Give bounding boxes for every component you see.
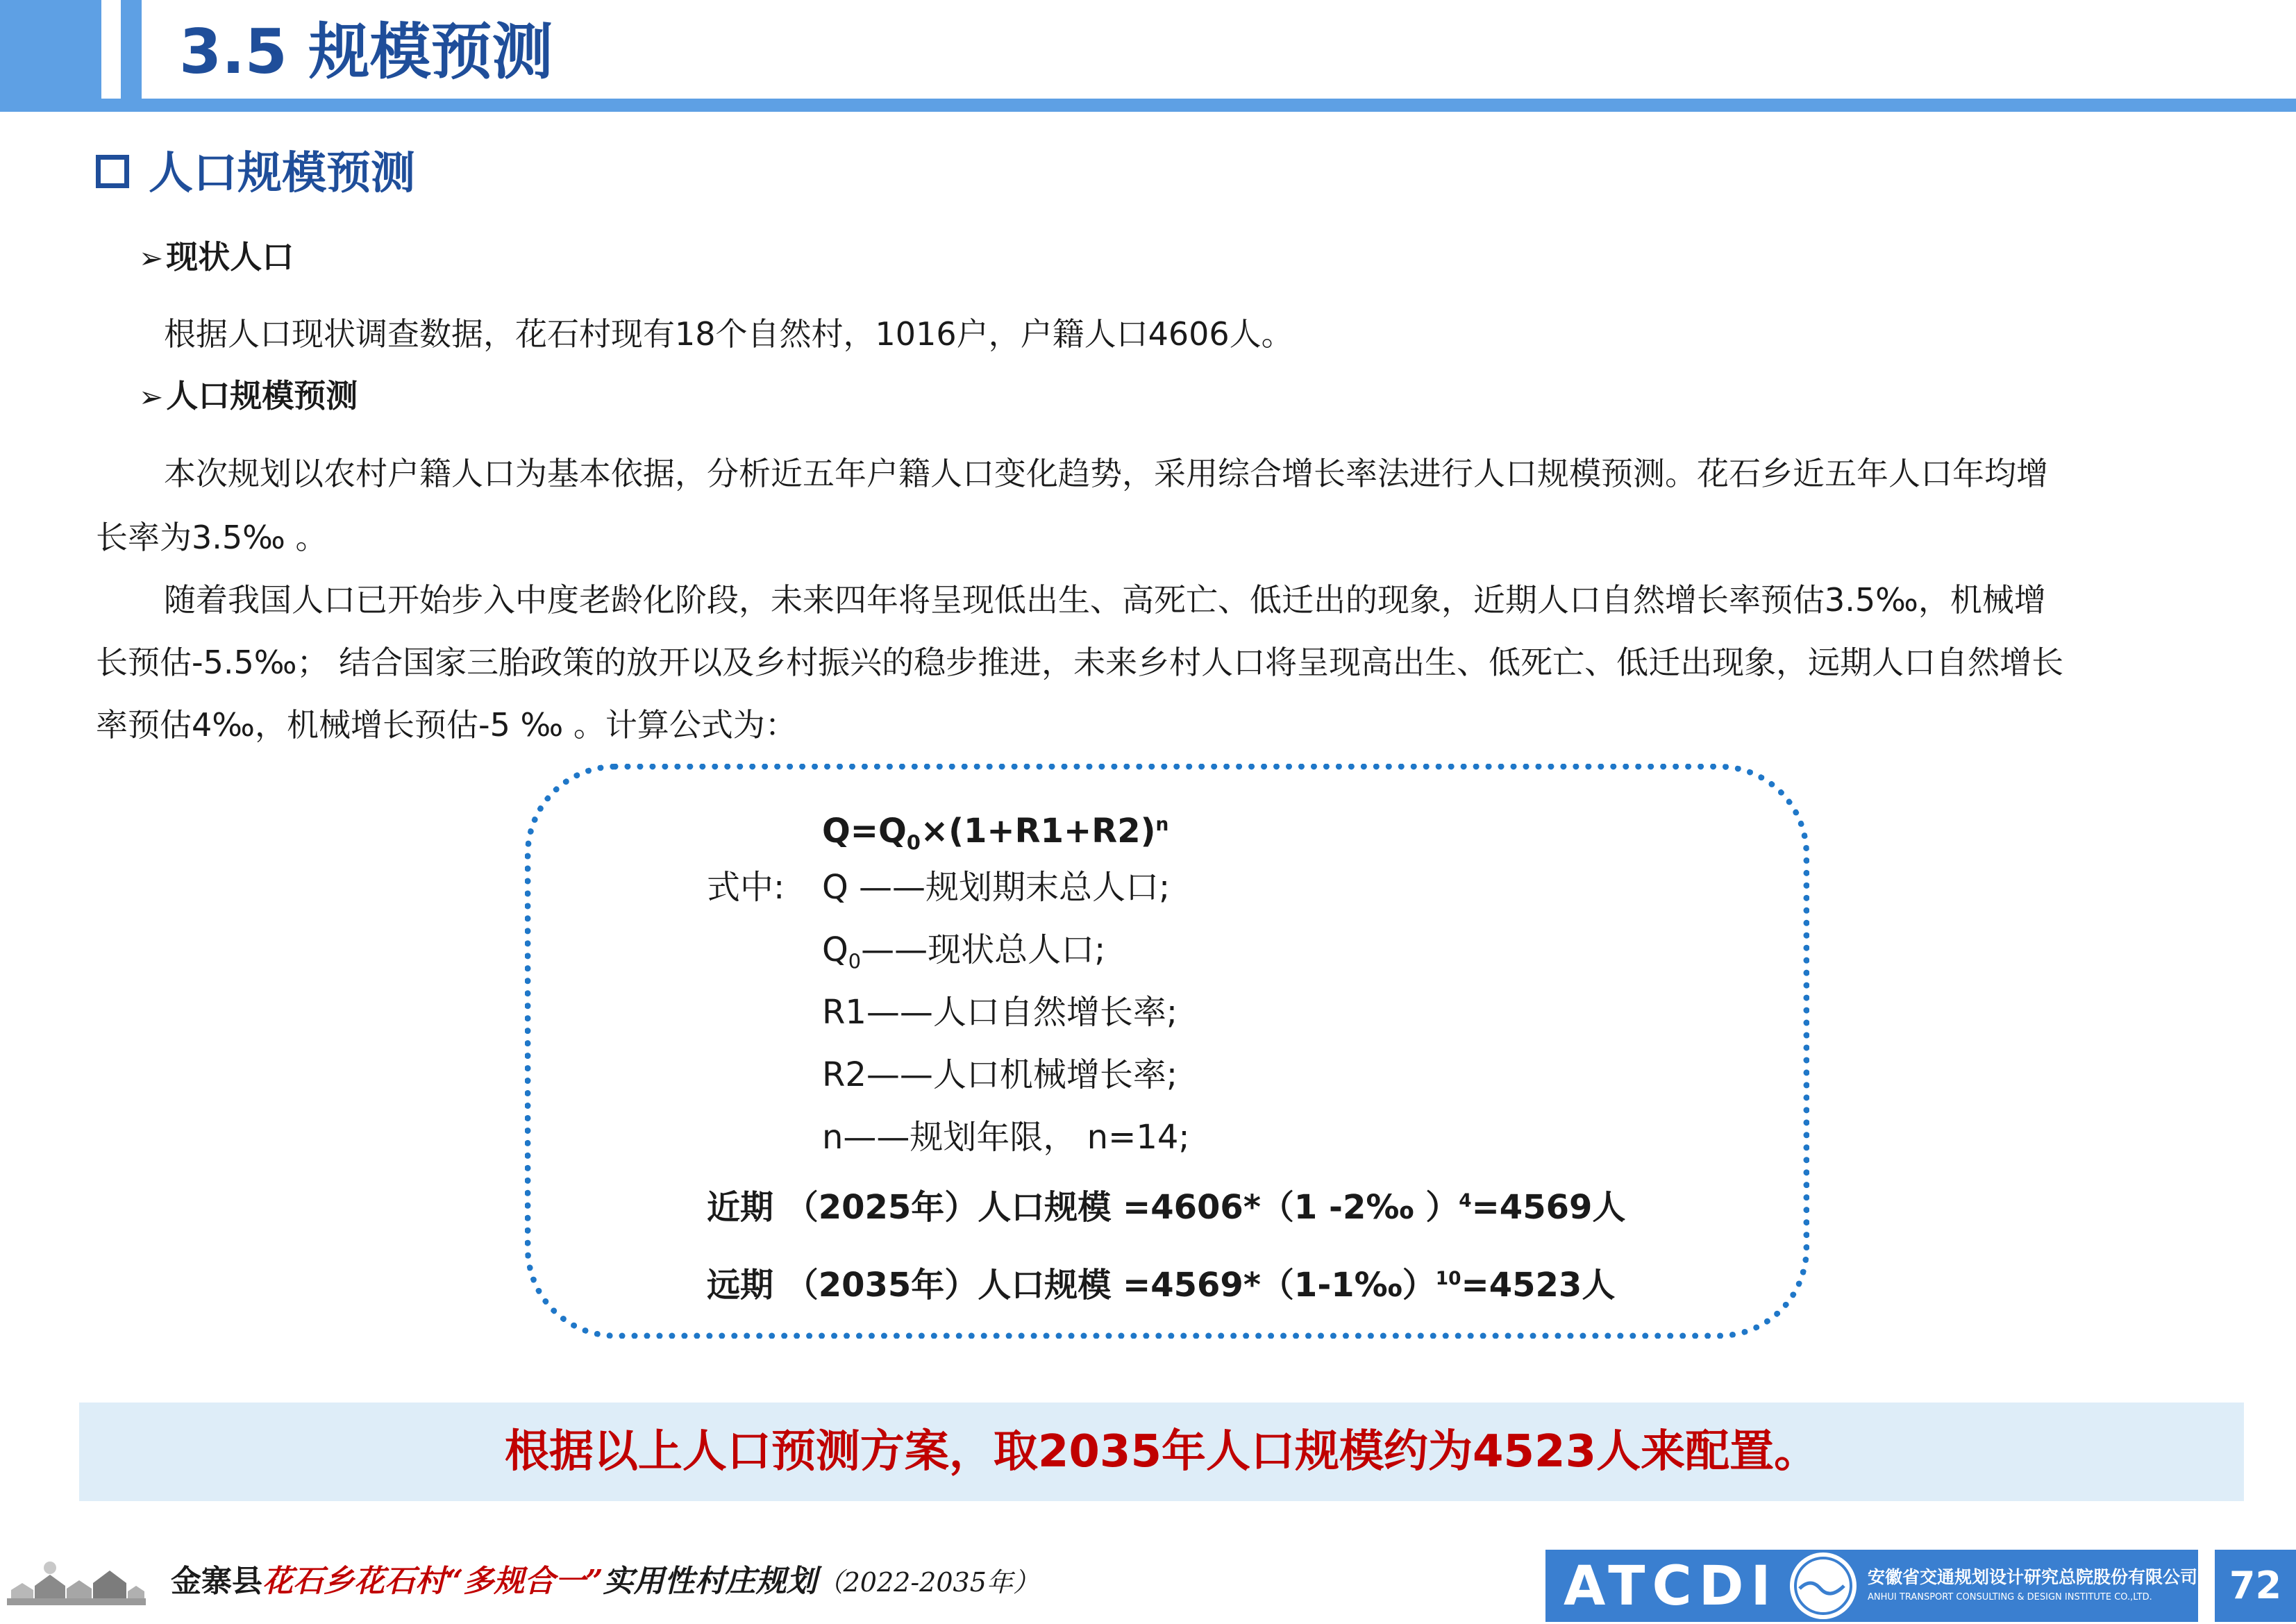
footer-plan-type: 实用性村庄规划 (603, 1564, 817, 1599)
formula-main-superscript: n (1155, 814, 1169, 835)
subheading-text: 人口规模预测 (166, 377, 358, 415)
arrow-bullet-icon: ➢ (139, 241, 164, 275)
near-term-exponent: 4 (1459, 1190, 1472, 1212)
village-skyline-icon (7, 1555, 146, 1605)
far-term-part: 远期 （2035年）人口规模 =4569*（1-1‰） (707, 1266, 1436, 1305)
formula-main (822, 804, 1168, 864)
formula-def-q0 (822, 929, 1105, 982)
footer-years: （2022-2035年） (816, 1567, 1039, 1598)
formula-def-q: Q ——规划期末总人口; (822, 868, 1171, 907)
subheading-current-population (139, 236, 294, 279)
far-term-result (707, 1258, 1615, 1306)
forecast-paragraph-2-line-1: 随着我国人口已开始步入中度老龄化阶段，未来四年将呈现低出生、高死亡、低迁出的现象，近期人口自然增长率预估3.5‰，机械增 (164, 581, 2046, 619)
header-accent-stripe (121, 0, 142, 99)
page-number: 72 (2229, 1564, 2282, 1607)
conclusion-banner (79, 1403, 2244, 1501)
square-bullet-icon (96, 155, 129, 188)
header-accent-block (0, 0, 101, 99)
subheading-text: 现状人口 (166, 238, 294, 276)
formula-def-r2: R2——人口机械增长率; (822, 1055, 1178, 1094)
near-term-part: =4569人 (1471, 1188, 1626, 1227)
formula-main-part: Q=Q (822, 812, 907, 851)
far-term-part: =4523人 (1461, 1266, 1616, 1305)
formula-def-q0-part: Q (822, 930, 848, 969)
header-underline (0, 99, 2296, 112)
formula-legend-label: 式中: (707, 868, 785, 907)
conclusion-text: 根据以上人口预测方案，取2035年人口规模约为4523人来配置。 (504, 1426, 1819, 1477)
forecast-paragraph-2-line-2: 长预估-5.5‰； 结合国家三胎政策的放开以及乡村振兴的稳步推进，未来乡村人口将呈现高出生、低死亡、低迁出现象，远期人口自然增长 (96, 644, 2064, 681)
org-name-cn: 安徽省交通规划设计研究总院股份有限公司 (1868, 1567, 2198, 1587)
far-term-exponent: 10 (1435, 1268, 1461, 1289)
page-title: 3.5 规模预测 (179, 16, 553, 87)
near-term-part: 近期 （2025年）人口规模 =4606*（1 -2‰ ） (707, 1188, 1459, 1227)
formula-def-q0-part: ——现状总人口; (861, 930, 1106, 969)
formula-main-part: ×(1+R1+R2) (920, 812, 1156, 851)
formula-main-subscript: 0 (906, 830, 921, 855)
org-logo-letters: ATCDI (1564, 1555, 1778, 1618)
subheading-population-forecast (139, 375, 358, 418)
footer-plan-name: 花石乡花石村“多规合一” (262, 1564, 603, 1599)
current-population-text: 根据人口现状调查数据，花石村现有18个自然村，1016户，户籍人口4606人。 (164, 315, 1293, 353)
near-term-result (707, 1180, 1625, 1228)
forecast-paragraph-1-line-1: 本次规划以农村户籍人口为基本依据，分析近五年户籍人口变化趋势，采用综合增长率法进行人口规模预测。花石乡近五年人口年均增 (164, 455, 2048, 492)
formula-def-q0-subscript: 0 (848, 949, 862, 973)
footer-county: 金寨县 (171, 1564, 262, 1599)
section-title (96, 142, 415, 205)
section-title-text: 人口规模预测 (149, 148, 415, 199)
footer-plan-title (171, 1561, 1039, 1603)
formula-def-r1: R1——人口自然增长率; (822, 993, 1178, 1032)
forecast-paragraph-2-line-3: 率预估4‰，机械增长预估-5 ‰ 。计算公式为： (96, 706, 797, 744)
page-number-box (2215, 1550, 2296, 1622)
forecast-paragraph-1-line-2: 长率为3.5‰ 。 (96, 519, 328, 556)
formula-def-n: n——规划年限， n=14; (822, 1118, 1190, 1157)
org-emblem-icon (1790, 1552, 1857, 1619)
org-name-en: ANHUI TRANSPORT CONSULTING & DESIGN INSTITUTE CO.,LTD. (1868, 1592, 2152, 1602)
arrow-bullet-icon: ➢ (139, 380, 164, 414)
